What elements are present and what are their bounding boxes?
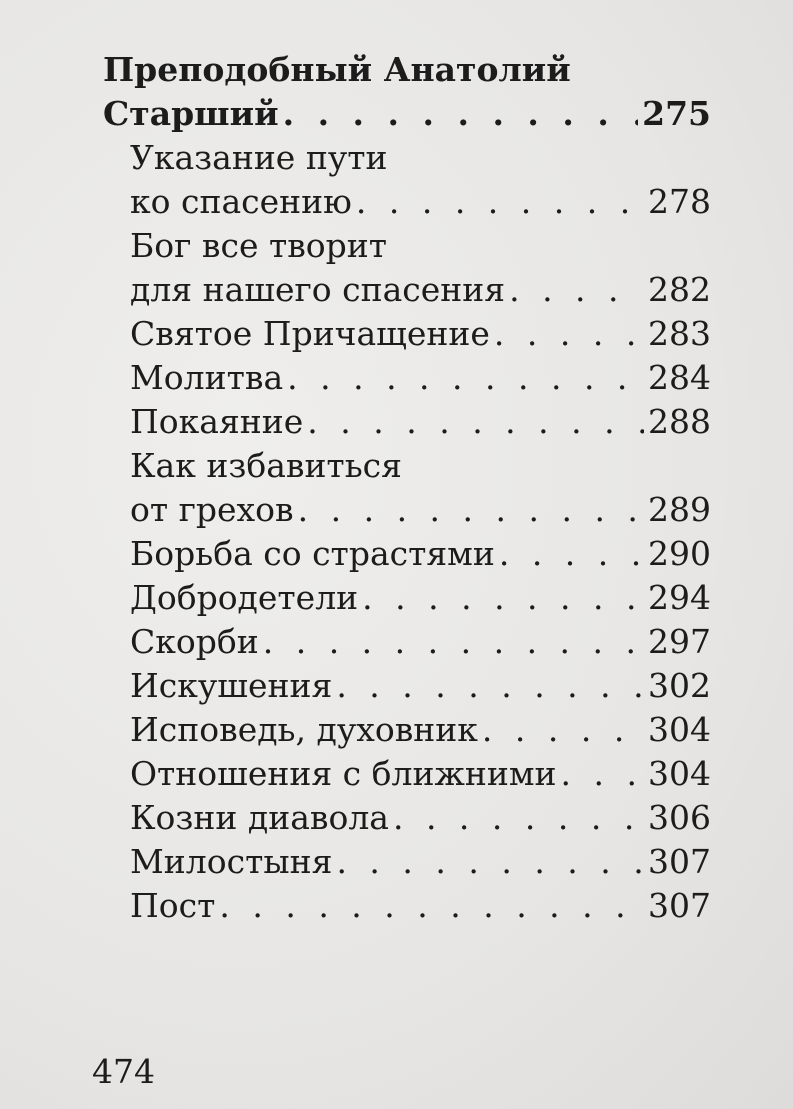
toc-entry: [103, 664, 711, 708]
toc-entry-title: от грехов: [130, 490, 294, 529]
toc-entry-title: Козни диавола: [130, 798, 389, 837]
dot-leader: [298, 488, 644, 532]
dot-leader: [263, 620, 644, 664]
toc-entry-page-number: 307: [648, 886, 711, 925]
toc-entry-line: [130, 400, 711, 444]
toc-entry: [103, 576, 711, 620]
table-of-contents: [103, 48, 711, 928]
toc-entry-title-part: Как избавиться: [130, 446, 402, 485]
toc-entry-page-number: 307: [648, 842, 711, 881]
toc-entry: [103, 356, 711, 400]
toc-entry-first-line: [130, 444, 711, 488]
toc-entry-line: [130, 532, 711, 576]
toc-entry-title: Отношения с ближними: [130, 754, 557, 793]
toc-entry-title: Покаяние: [130, 402, 304, 441]
toc-entry-line: [130, 620, 711, 664]
toc-entry-page-number: 304: [648, 754, 711, 793]
toc-entry: [103, 708, 711, 752]
toc-entry-title: Искушения: [130, 666, 333, 705]
toc-entries: [103, 136, 711, 928]
toc-entry: [103, 840, 711, 884]
toc-entry-title: для нашего спасения: [130, 270, 506, 309]
toc-entry-page-number: 282: [648, 270, 711, 309]
toc-entry-page-number: 304: [648, 710, 711, 749]
toc-entry-page-number: 302: [648, 666, 711, 705]
dot-leader: [336, 664, 644, 708]
dot-leader: [307, 400, 644, 444]
toc-entry: [103, 224, 711, 312]
dot-leader: [561, 752, 645, 796]
toc-entry: [103, 400, 711, 444]
toc-entry-title: Пост: [130, 886, 216, 925]
toc-entry-line: [130, 576, 711, 620]
toc-entry-title: Милостыня: [130, 842, 333, 881]
dot-leader: [283, 92, 639, 136]
toc-entry-page-number: 306: [648, 798, 711, 837]
toc-entry-line: [130, 488, 711, 532]
toc-entry-line: [130, 664, 711, 708]
toc-entry-page-number: 290: [648, 534, 711, 573]
toc-entry: [103, 136, 711, 224]
toc-entry-line: [130, 312, 711, 356]
toc-entry-title: Святое Причащение: [130, 314, 490, 353]
toc-entry-title-part: Указание пути: [130, 138, 388, 177]
toc-entry-line: [130, 752, 711, 796]
toc-entry-title: Молитва: [130, 358, 284, 397]
toc-entry-first-line: [130, 224, 711, 268]
toc-entry: [103, 884, 711, 928]
heading-title-line-1: Преподобный Анатолий: [103, 50, 571, 89]
heading-line-2: [103, 92, 711, 136]
dot-leader: [287, 356, 644, 400]
toc-entry: [103, 312, 711, 356]
toc-entry: [103, 532, 711, 576]
dot-leader: [509, 268, 644, 312]
toc-section-heading: [103, 48, 711, 136]
toc-entry-line: [130, 796, 711, 840]
dot-leader: [499, 532, 644, 576]
toc-entry-page-number: 297: [648, 622, 711, 661]
toc-entry-title: Скорби: [130, 622, 259, 661]
toc-entry-page-number: 283: [648, 314, 711, 353]
toc-entry-page-number: 288: [648, 402, 711, 441]
toc-entry-title: Исповедь, духовник: [130, 710, 478, 749]
toc-entry-line: [130, 708, 711, 752]
toc-entry-page-number: 289: [648, 490, 711, 529]
toc-entry-title: ко спасению: [130, 182, 352, 221]
toc-entry: [103, 796, 711, 840]
heading-title-line-2: Старший: [103, 94, 279, 133]
folio-page-number: 474: [92, 1052, 155, 1091]
heading-page-number: 275: [642, 94, 711, 133]
toc-entry-title-part: Бог все творит: [130, 226, 388, 265]
heading-line-1: [103, 48, 711, 92]
toc-entry-line: [130, 840, 711, 884]
toc-entry-line: [130, 180, 711, 224]
dot-leader: [219, 884, 644, 928]
toc-entry: [103, 752, 711, 796]
toc-entry-page-number: 284: [648, 358, 711, 397]
dot-leader: [494, 312, 644, 356]
toc-entry-page-number: 294: [648, 578, 711, 617]
toc-entry-first-line: [130, 136, 711, 180]
dot-leader: [336, 840, 644, 884]
dot-leader: [356, 180, 644, 224]
toc-entry-page-number: 278: [648, 182, 711, 221]
toc-entry: [103, 444, 711, 532]
toc-entry-line: [130, 884, 711, 928]
dot-leader: [393, 796, 644, 840]
toc-entry: [103, 620, 711, 664]
toc-entry-line: [130, 268, 711, 312]
toc-entry-title: Добродетели: [130, 578, 359, 617]
dot-leader: [482, 708, 644, 752]
toc-entry-line: [130, 356, 711, 400]
dot-leader: [362, 576, 644, 620]
toc-entry-title: Борьба со страстями: [130, 534, 495, 573]
